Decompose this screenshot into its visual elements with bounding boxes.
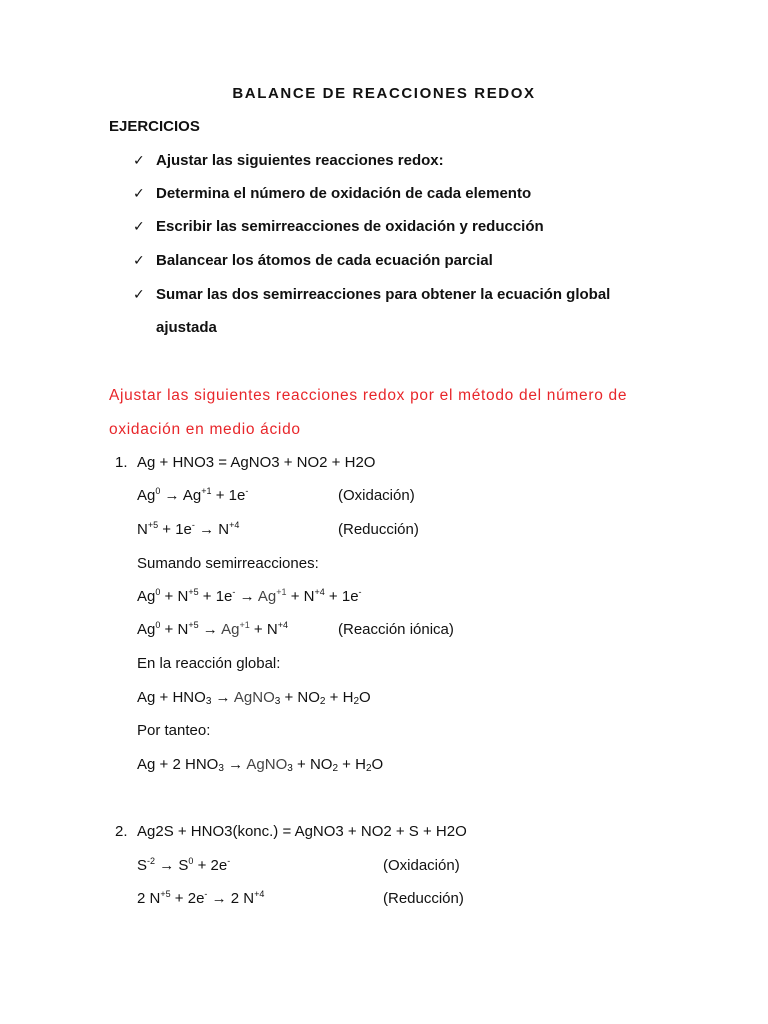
checklist-item: ✓ Ajustar las siguientes reacciones redox: [133,152,444,169]
exercise-number: 2. [115,823,128,840]
check-icon: ✓ [133,152,145,168]
reduction-label: (Reducción) [338,521,419,538]
check-icon: ✓ [133,218,145,234]
step-label: Por tanteo: [137,722,211,739]
checklist-item: ✓ Balancear los átomos de cada ecuación parcial [133,252,493,269]
step-label: En la reacción global: [137,655,281,672]
reduction-half-reaction: 2 $N^{+5} + 2e^- \to 2$ $N^{+4}$ [137,889,265,907]
instruction-line: oxidación en medio ácido [109,421,301,438]
global-equation: $Ag + HNO_3$ → AgNO$_3$ + $NO_2 + H_2O$ [137,689,371,707]
ionic-equation: $Ag^0 + N^{+5} \to Ag^{+1} + N^{+4}$ [137,620,288,638]
instruction-line: Ajustar las siguientes reacciones redox por el método del número de [109,387,628,404]
exercise-equation: Ag2S + HNO3(konc.) = AgNO3 + NO2 + S + H2O [137,823,467,840]
reduction-label: (Reducción) [383,890,464,907]
check-icon: ✓ [133,252,145,268]
checklist-item: ✓ Escribir las semirreacciones de oxidación y reducción [133,218,544,235]
exercise-number: 1. [115,454,128,471]
document-title: BALANCE DE REACCIONES REDOX [232,85,536,102]
summed-equation: $Ag^0 + N^{+5} + 1e^- \to Ag^{+1} + N^{+4} + 1e^-$ [137,587,362,605]
oxidation-half-reaction: $Ag^0 \to Ag^{+1} + 1e^-$ [137,486,249,504]
step-label: Sumando semirreacciones: [137,555,319,572]
exercise-equation: Ag + HNO3 = AgNO3 + NO2 + H2O [137,454,376,471]
checklist-item-continuation: ajustada [156,319,217,336]
oxidation-label: (Oxidación) [383,857,460,874]
checklist-item: ✓ Determina el número de oxidación de cada elemento [133,185,532,202]
reduction-half-reaction: $N^{+5} + 1e^- \to N^{+4}$ [137,520,240,538]
check-icon: ✓ [133,286,145,302]
checklist-item: ✓ Sumar las dos semirreacciones para obtener la ecuación global [133,286,611,303]
ionic-label: (Reacción iónica) [338,621,454,638]
oxidation-half-reaction: $S^{-2} \to S^0 + 2e^-$ [137,856,231,874]
ejercicios-heading: EJERCICIOS [109,118,200,135]
oxidation-label: (Oxidación) [338,487,415,504]
balanced-equation: Ag + 2 $HNO_3$ → AgNO$_3$ + $NO_2 + H_2O$ [137,756,384,774]
check-icon: ✓ [133,185,145,201]
